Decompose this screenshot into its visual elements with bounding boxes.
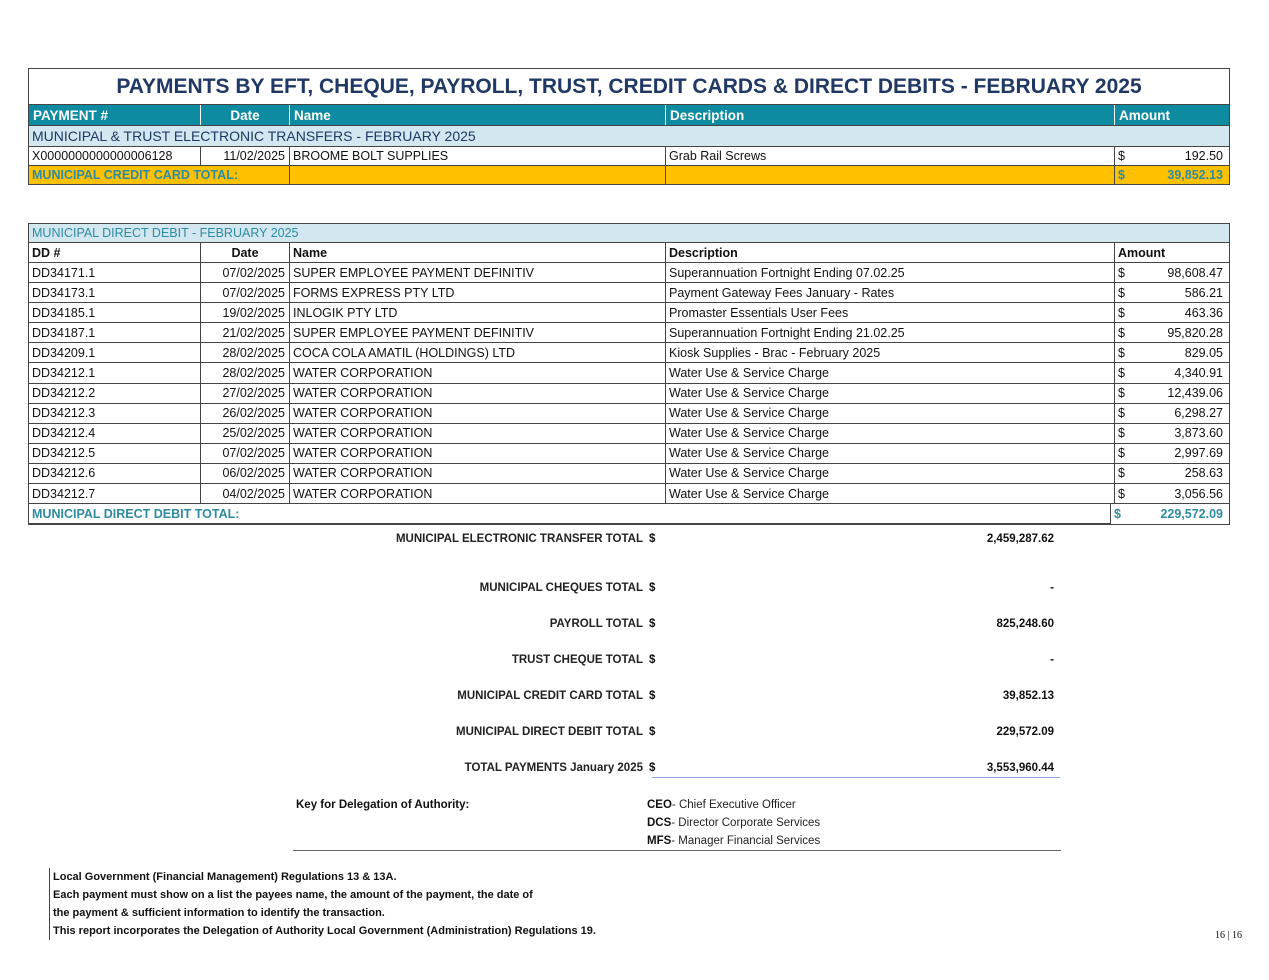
summary-currency: $ — [649, 618, 656, 630]
dd-total-row — [29, 504, 1229, 524]
header-name: Name — [290, 243, 666, 262]
cell-amount — [1115, 343, 1229, 362]
table-row — [29, 404, 1229, 424]
cell-name: WATER CORPORATION — [290, 444, 666, 463]
summary-value: 3,553,960.44 — [986, 762, 1054, 774]
cell-amount — [1115, 484, 1229, 503]
key-code: DCS — [647, 817, 672, 829]
amount-value: 586.21 — [1184, 285, 1223, 300]
currency-symbol: $ — [1114, 507, 1121, 522]
cell-description: Promaster Essentials User Fees — [666, 303, 1115, 322]
summary-value: - — [1050, 582, 1054, 594]
currency-symbol: $ — [1118, 305, 1125, 320]
cell-name: WATER CORPORATION — [290, 484, 666, 503]
credit-card-total-label: MUNICIPAL CREDIT CARD TOTAL: — [29, 166, 290, 184]
cell-dd: DD34212.5 — [29, 444, 201, 463]
key-item-dcs — [647, 817, 820, 829]
amount-value: 3,056.56 — [1174, 486, 1223, 501]
cell-date: 07/02/2025 — [201, 263, 290, 282]
key-label: Key for Delegation of Authority: — [296, 799, 470, 811]
amount-value: 95,820.28 — [1167, 325, 1223, 340]
amount-value: 12,439.06 — [1167, 386, 1223, 401]
header-description: Description — [666, 243, 1115, 262]
amount-value: 39,852.13 — [1167, 168, 1223, 182]
summary-value: 825,248.60 — [996, 618, 1054, 630]
cell-date: 07/02/2025 — [201, 283, 290, 302]
amount-value: 829.05 — [1184, 345, 1223, 360]
summary-label: MUNICIPAL ELECTRONIC TRANSFER TOTAL — [395, 533, 643, 545]
table-row — [29, 303, 1229, 323]
cell-name: COCA COLA AMATIL (HOLDINGS) LTD — [290, 343, 666, 362]
table-row — [29, 363, 1229, 383]
cell-amount — [1115, 363, 1229, 382]
currency-symbol: $ — [1118, 149, 1125, 163]
cell-dd: DD34212.3 — [29, 404, 201, 423]
cell-description: Water Use & Service Charge — [666, 384, 1115, 403]
table-row — [29, 263, 1229, 283]
dd-section-title: MUNICIPAL DIRECT DEBIT - FEBRUARY 2025 — [29, 224, 1229, 243]
summary-label: TRUST CHEQUE TOTAL — [511, 654, 643, 666]
regulation-line: the payment & sufficient information to identify the transaction. — [53, 907, 385, 919]
key-code: CEO — [647, 799, 672, 811]
table-row — [29, 424, 1229, 444]
table-row — [29, 464, 1229, 484]
dd-total-label: MUNICIPAL DIRECT DEBIT TOTAL: — [29, 504, 1111, 524]
summary-value: 229,572.09 — [996, 726, 1054, 738]
summary-currency: $ — [649, 726, 656, 738]
header-amount: Amount — [1118, 245, 1166, 260]
cell-dd: DD34212.6 — [29, 464, 201, 483]
currency-symbol: $ — [1118, 345, 1125, 360]
table-row — [29, 323, 1229, 343]
dd-rows — [29, 263, 1229, 504]
cell-date: 28/02/2025 — [201, 363, 290, 382]
cell-date: 07/02/2025 — [201, 444, 290, 463]
cell-amount — [1115, 303, 1229, 322]
cell-description: Kiosk Supplies - Brac - February 2025 — [666, 343, 1115, 362]
key-item-mfs — [647, 835, 820, 847]
key-item-ceo — [647, 799, 796, 811]
amount-value: 4,340.91 — [1174, 366, 1223, 381]
currency-symbol: $ — [1118, 325, 1125, 340]
summary-label: PAYROLL TOTAL — [549, 618, 643, 630]
currency-symbol: $ — [1118, 386, 1125, 401]
cell-description: Superannuation Fortnight Ending 07.02.25 — [666, 263, 1115, 282]
header-dd: DD # — [29, 243, 201, 262]
cell-amount — [1115, 323, 1229, 342]
eft-section-title: MUNICIPAL & TRUST ELECTRONIC TRANSFERS - FEBRUARY 2025 — [29, 125, 1229, 147]
key-text: - Chief Executive Officer — [671, 799, 796, 811]
dd-header-row — [29, 243, 1229, 263]
cell-dd: DD34171.1 — [29, 263, 201, 282]
summary-currency: $ — [649, 690, 656, 702]
currency-symbol: $ — [1118, 406, 1125, 421]
cell-date: 11/02/2025 — [201, 147, 290, 165]
cell-date: 04/02/2025 — [201, 484, 290, 503]
eft-header-row — [29, 105, 1229, 125]
credit-card-total-row — [29, 165, 1229, 184]
key-divider — [293, 850, 1061, 851]
cell-name: WATER CORPORATION — [290, 363, 666, 382]
currency-symbol: $ — [1118, 486, 1125, 501]
amount-value: 2,997.69 — [1174, 446, 1223, 461]
currency-symbol: $ — [1118, 285, 1125, 300]
cell-date: 28/02/2025 — [201, 343, 290, 362]
credit-card-total-amount — [1115, 166, 1229, 184]
cell-date: 25/02/2025 — [201, 424, 290, 443]
cell-dd: DD34173.1 — [29, 283, 201, 302]
amount-value: 229,572.09 — [1160, 507, 1223, 522]
summary-label: MUNICIPAL CHEQUES TOTAL — [479, 582, 643, 594]
key-text: - Manager Financial Services — [671, 835, 821, 847]
cell-name: SUPER EMPLOYEE PAYMENT DEFINITIV — [290, 263, 666, 282]
cell-name: WATER CORPORATION — [290, 404, 666, 423]
header-payment: PAYMENT # — [29, 105, 201, 125]
cell-amount — [1115, 147, 1229, 165]
cell-amount — [1115, 424, 1229, 443]
currency-symbol: $ — [1118, 168, 1125, 182]
cell-name: WATER CORPORATION — [290, 424, 666, 443]
total-underline — [652, 777, 1060, 778]
page-number: 16 | 16 — [1214, 930, 1242, 941]
table-row — [29, 343, 1229, 363]
header-description: Description — [666, 105, 1115, 125]
amount-value: 258.63 — [1184, 466, 1223, 481]
cell-date: 26/02/2025 — [201, 404, 290, 423]
cell-amount — [1115, 384, 1229, 403]
cell-dd: DD34212.2 — [29, 384, 201, 403]
cell-dd: DD34209.1 — [29, 343, 201, 362]
cell-description: Grab Rail Screws — [666, 147, 1115, 165]
cell-description: Payment Gateway Fees January - Rates — [666, 283, 1115, 302]
amount-value: 192.50 — [1184, 149, 1223, 163]
summary-currency: $ — [649, 654, 656, 666]
cell-name: INLOGIK PTY LTD — [290, 303, 666, 322]
amount-value: 98,608.47 — [1167, 265, 1223, 280]
currency-symbol: $ — [1118, 366, 1125, 381]
table-row — [29, 444, 1229, 464]
cell-dd: DD34212.7 — [29, 484, 201, 503]
summary-label: MUNICIPAL DIRECT DEBIT TOTAL — [456, 726, 643, 738]
cell-amount — [1115, 404, 1229, 423]
amount-value: 463.36 — [1184, 305, 1223, 320]
summary-currency: $ — [649, 582, 656, 594]
cell-description: Water Use & Service Charge — [666, 464, 1115, 483]
cell-name: SUPER EMPLOYEE PAYMENT DEFINITIV — [290, 323, 666, 342]
page-title: PAYMENTS BY EFT, CHEQUE, PAYROLL, TRUST, CREDIT CARDS & DIRECT DEBITS - FEBRUARY 2025 — [29, 69, 1229, 105]
direct-debit-table — [28, 223, 1230, 525]
cell-dd: DD34187.1 — [29, 323, 201, 342]
currency-symbol: $ — [1118, 466, 1125, 481]
empty-cell — [290, 166, 666, 184]
summary-value: 2,459,287.62 — [986, 533, 1054, 545]
summary-label: MUNICIPAL CREDIT CARD TOTAL — [457, 690, 643, 702]
cell-date: 06/02/2025 — [201, 464, 290, 483]
cell-description: Water Use & Service Charge — [666, 404, 1115, 423]
eft-table — [28, 68, 1230, 185]
summary-currency: $ — [649, 762, 656, 774]
regulation-line: Local Government (Financial Management) Regulations 13 & 13A. — [53, 871, 397, 883]
cell-date: 27/02/2025 — [201, 384, 290, 403]
cell-name: BROOME BOLT SUPPLIES — [290, 147, 666, 165]
summary-currency: $ — [649, 533, 656, 545]
cell-description: Water Use & Service Charge — [666, 444, 1115, 463]
amount-value: 3,873.60 — [1174, 426, 1223, 441]
cell-amount — [1115, 263, 1229, 282]
regulation-line: This report incorporates the Delegation of Authority Local Government (Administration) Regulations 19. — [53, 925, 596, 937]
cell-date: 19/02/2025 — [201, 303, 290, 322]
header-date: Date — [201, 243, 290, 262]
table-row — [29, 147, 1229, 165]
cell-date: 21/02/2025 — [201, 323, 290, 342]
summary-value: 39,852.13 — [1002, 690, 1054, 702]
summary-label: TOTAL PAYMENTS January 2025 — [464, 762, 643, 774]
dd-total-amount — [1111, 504, 1229, 524]
cell-description: Water Use & Service Charge — [666, 424, 1115, 443]
table-row — [29, 283, 1229, 303]
cell-payment: X0000000000000006128 — [29, 147, 201, 165]
key-text: - Director Corporate Services — [671, 817, 821, 829]
amount-value: 6,298.27 — [1174, 406, 1223, 421]
key-code: MFS — [647, 835, 672, 847]
currency-symbol: $ — [1118, 446, 1125, 461]
cell-description: Water Use & Service Charge — [666, 484, 1115, 503]
cell-amount — [1115, 444, 1229, 463]
currency-symbol: $ — [1118, 426, 1125, 441]
regulations-note — [49, 868, 596, 940]
cell-description: Water Use & Service Charge — [666, 363, 1115, 382]
cell-name: WATER CORPORATION — [290, 464, 666, 483]
cell-amount — [1115, 283, 1229, 302]
table-row — [29, 484, 1229, 504]
cell-name: FORMS EXPRESS PTY LTD — [290, 283, 666, 302]
cell-dd: DD34212.1 — [29, 363, 201, 382]
cell-name: WATER CORPORATION — [290, 384, 666, 403]
currency-symbol: $ — [1118, 265, 1125, 280]
cell-dd: DD34185.1 — [29, 303, 201, 322]
table-row — [29, 384, 1229, 404]
summary-value: - — [1050, 654, 1054, 666]
regulation-line: Each payment must show on a list the payees name, the amount of the payment, the date of — [53, 889, 533, 901]
header-amount: Amount — [1119, 107, 1170, 123]
cell-dd: DD34212.4 — [29, 424, 201, 443]
empty-cell — [666, 166, 1115, 184]
cell-description: Superannuation Fortnight Ending 21.02.25 — [666, 323, 1115, 342]
header-date: Date — [201, 105, 290, 125]
header-name: Name — [290, 105, 666, 125]
cell-amount — [1115, 464, 1229, 483]
